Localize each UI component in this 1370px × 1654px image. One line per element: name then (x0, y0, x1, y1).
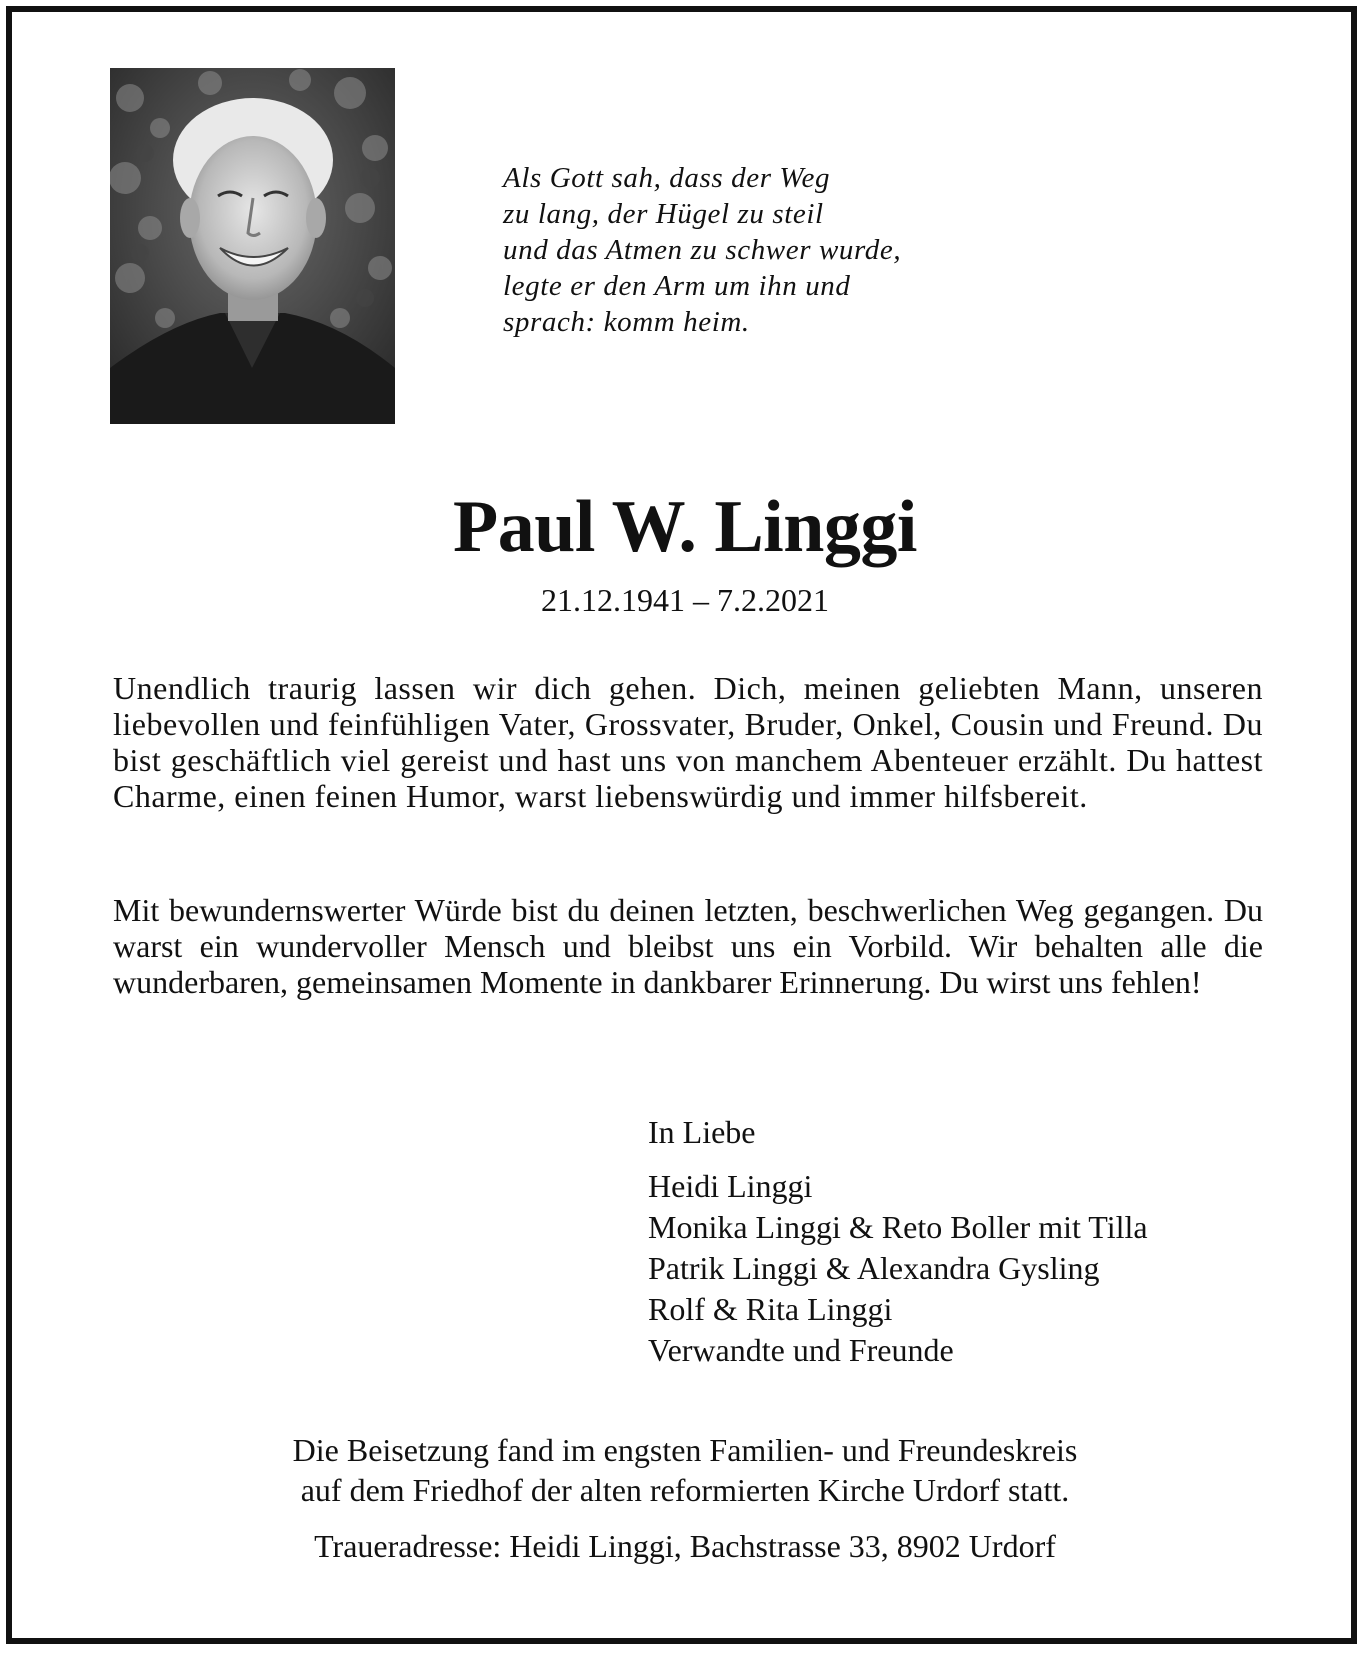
tribute-paragraph-1: Unendlich traurig lassen wir dich gehen. Dich, meinen geliebten Mann, unseren liebevollen und feinfühligen Vater, Grossvater, Bruder, Onkel, Cousin und Freund. Du bist geschäftlich viel gereist und hast uns von manchem Abenteuer erzählt. Du hattest Charme, einen feinen Humor, warst liebenswürdig und immer hilfsbereit. (113, 670, 1263, 814)
mourner-name: Rolf & Rita Linggi (648, 1291, 893, 1327)
mourners-signature (648, 1112, 1148, 1371)
burial-notice (0, 1430, 1370, 1510)
burial-line: auf dem Friedhof der alten reformierten Kirche Urdorf statt. (300, 1472, 1070, 1508)
deceased-name: Paul W. Linggi (453, 486, 917, 568)
mourner-name: Heidi Linggi (648, 1168, 813, 1204)
mourner-name: Patrik Linggi & Alexandra Gysling (648, 1250, 1100, 1286)
poem-line: legte er den Arm um ihn und (503, 270, 851, 302)
memorial-poem (503, 160, 901, 340)
mourning-address: Traueradresse: Heidi Linggi, Bachstrasse 33, 8902 Urdorf (314, 1528, 1056, 1564)
mourner-name: Verwandte und Freunde (648, 1332, 954, 1368)
mourner-name: Monika Linggi & Reto Boller mit Tilla (648, 1209, 1148, 1245)
poem-line: zu lang, der Hügel zu steil (503, 198, 824, 230)
poem-line: sprach: komm heim. (503, 306, 750, 338)
tribute-paragraph-2: Mit bewundernswerter Würde bist du deinen letzten, beschwerlichen Weg gegangen. Du warst ein wundervoller Mensch und bleibst uns ein Vorbild. Wir behalten alle die wunderbaren, gemeinsamen Momente in dankbarer Erinnerung. Du wirst uns fehlen! (113, 892, 1263, 1000)
signature-intro: In Liebe (648, 1114, 756, 1150)
poem-line: Als Gott sah, dass der Weg (503, 162, 831, 194)
portrait-photo (110, 68, 395, 424)
poem-line: und das Atmen zu schwer wurde, (503, 234, 902, 266)
life-dates: 21.12.1941 – 7.2.2021 (541, 582, 829, 618)
burial-line: Die Beisetzung fand im engsten Familien- und Freundeskreis (292, 1432, 1078, 1468)
